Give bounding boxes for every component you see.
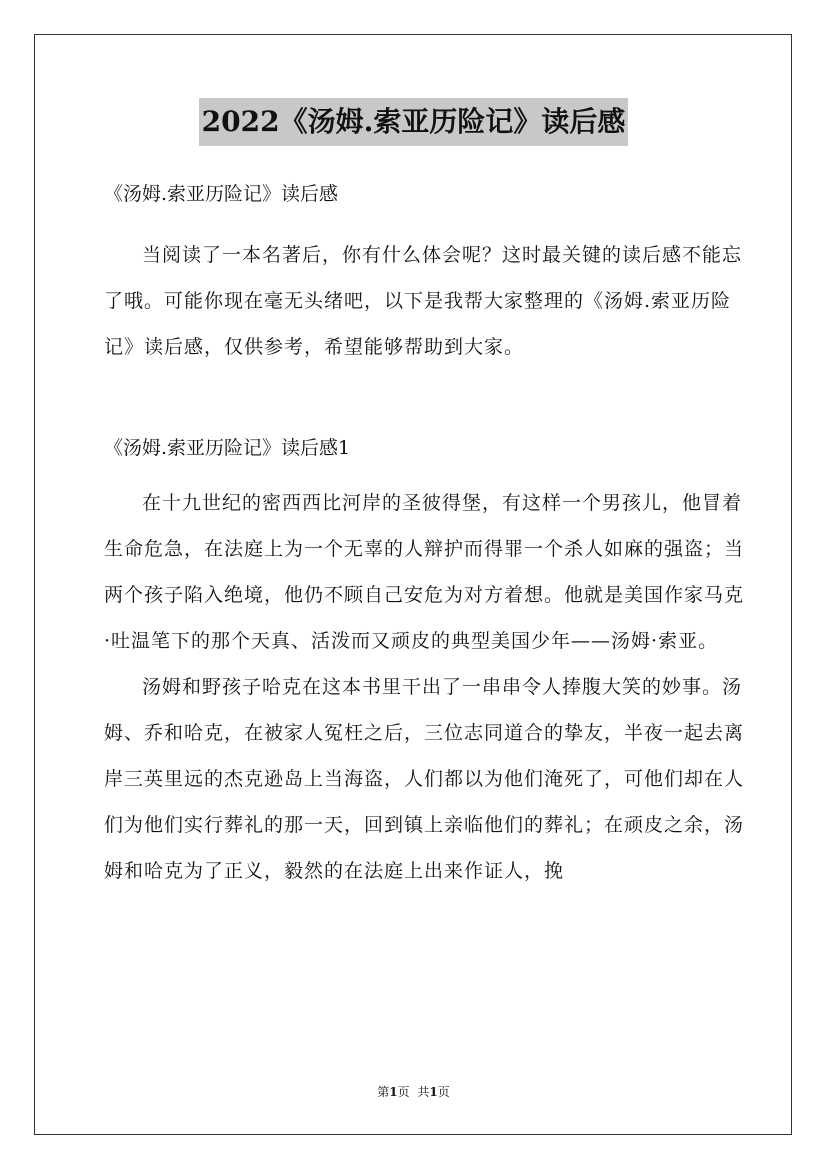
footer-page-number: 1 — [389, 1085, 398, 1099]
footer-total-suffix: 页 — [437, 1085, 450, 1099]
section-heading: 《汤姆.索亚历险记》读后感1 — [104, 437, 351, 459]
title-container — [0, 98, 827, 146]
footer-page-prefix: 第 — [377, 1085, 390, 1099]
intro-paragraph: 当阅读了一本名著后，你有什么体会呢？这时最关键的读后感不能忘了哦。可能你现在毫无头绪吧，以下是我帮大家整理的《汤姆.索亚历险记》读后感，仅供参考，希望能够帮助到大家。 — [104, 244, 743, 358]
spacer — [104, 464, 744, 480]
document-title: 2022《汤姆.索亚历险记》读后感 — [199, 98, 629, 146]
footer-total-prefix: 共 — [417, 1085, 430, 1099]
footer-total-pages: 1 — [429, 1085, 438, 1099]
spacer — [104, 370, 744, 432]
section-paragraph: 汤姆和野孩子哈克在这本书里干出了一串串令人捧腹大笑的妙事。汤姆、乔和哈克，在被家人冤枉之后，三位志同道合的挚友，半夜一起去离岸三英里远的杰克逊岛上当海盗，人们都以为他们淹死了，可他们却在人们为他们实行葬礼的那一天，回到镇上亲临他们的葬礼；在顽皮之余，汤姆和哈克为了正义，毅然的在法庭上出来作证人，挽 — [104, 676, 745, 882]
section-paragraph: 在十九世纪的密西西比河岸的圣彼得堡，有这样一个男孩儿，他冒着生命危急，在法庭上为一个无辜的人辩护而得罪一个杀人如麻的强盗；当两个孩子陷入绝境，他仍不顾自己安危为对方着想。他就是美国作家马克·吐温笔下的那个天真、活泼而又顽皮的典型美国少年——汤姆·索亚。 — [104, 492, 745, 652]
subheading: 《汤姆.索亚历险记》读后感 — [104, 183, 339, 205]
page-footer — [0, 1082, 827, 1102]
spacer — [104, 210, 744, 232]
footer-page-suffix: 页 — [397, 1085, 410, 1099]
document-body — [104, 178, 744, 894]
